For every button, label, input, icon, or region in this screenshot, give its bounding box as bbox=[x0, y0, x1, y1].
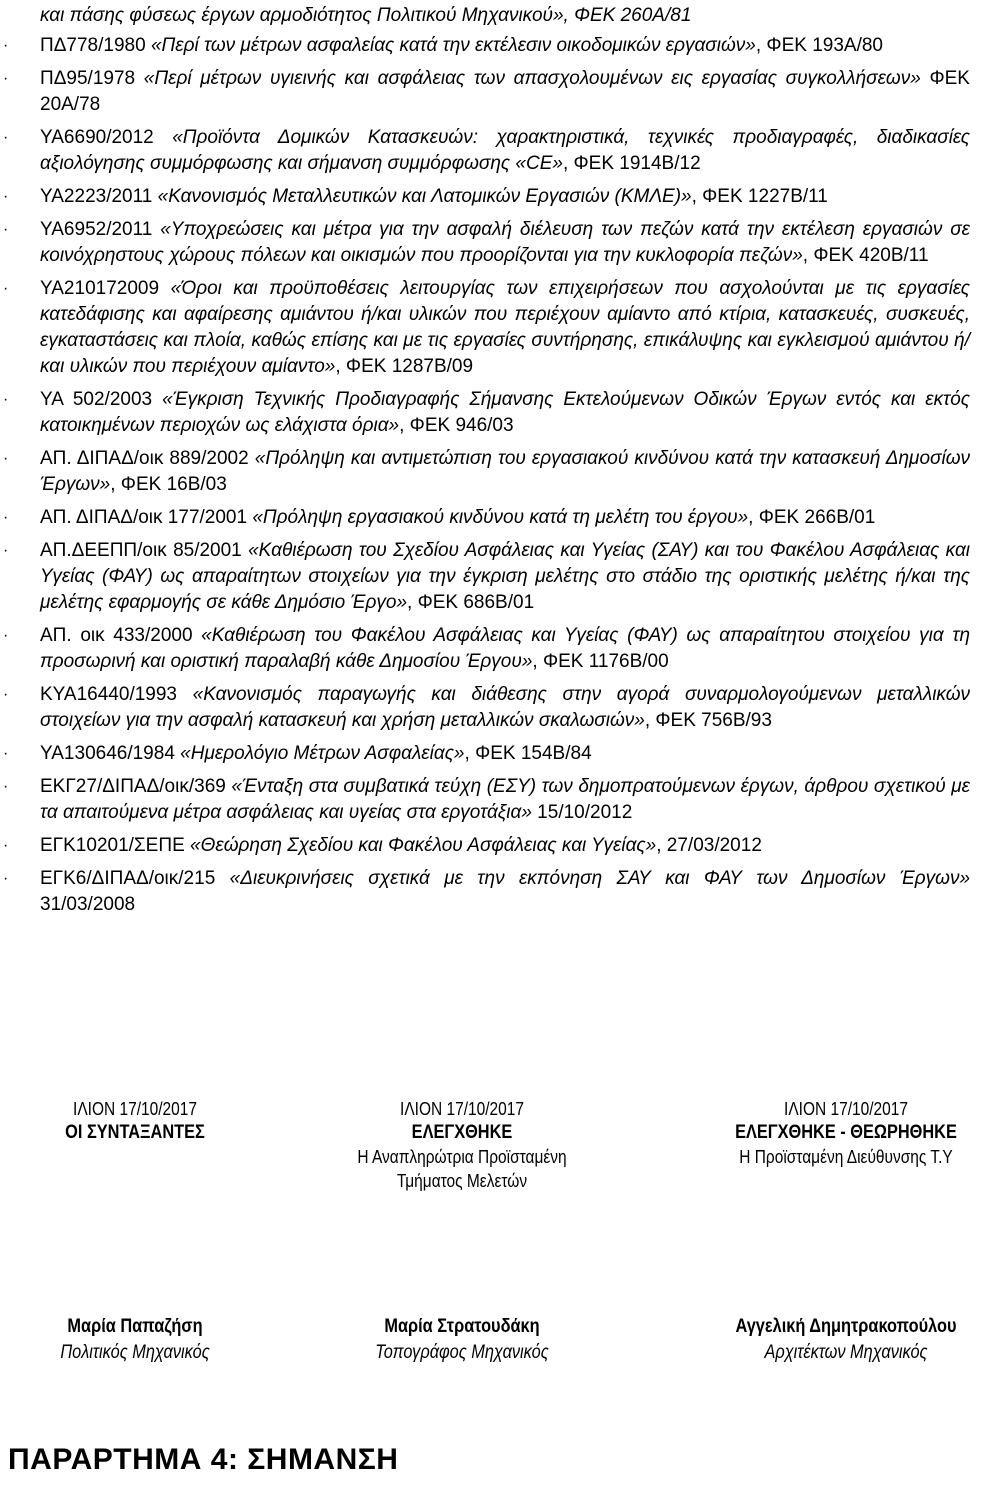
bullet-icon: · bbox=[3, 627, 9, 644]
signature-title-line: Τμήματος Μελετών bbox=[396, 1171, 528, 1191]
bullet-icon: · bbox=[3, 837, 9, 854]
reference-title: «Διευκρινήσεις σχετικά με την εκπόνηση ΣΑΥ και ΦΑΥ των Δημοσίων Έργων» bbox=[229, 868, 971, 889]
reference-title: «Προϊόντα Δομικών Κατασκευών: χαρακτηριστικά, τεχνικές προδιαγραφές, διαδικασίες αξιολόγησης συμμόρφωσης και σήμανση συμμόρφωσης «CE» bbox=[40, 127, 970, 174]
signer-authors bbox=[0, 1314, 273, 1366]
reference-title: «Πρόληψη και αντιμετώπιση του εργασιακού κινδύνου κατά την κατασκευή Δημοσίων Έργων» bbox=[40, 448, 970, 495]
bullet-icon: · bbox=[3, 188, 9, 205]
place-date: ΙΛΙΟΝ 17/10/2017 bbox=[73, 1099, 197, 1119]
bullet-icon: · bbox=[3, 542, 9, 559]
reference-id: ΠΔ95/1978 bbox=[40, 68, 136, 89]
list-item bbox=[0, 866, 970, 918]
reference-title: «Υποχρεώσεις και μέτρα για την ασφαλή διέλευση των πεζών κατά την εκτέλεση εργασιών σε κοινόχρηστους χώρους πόλεων και οικισμών που προορίζονται για την κυκλοφορία πεζών» bbox=[40, 219, 971, 266]
list-item bbox=[0, 33, 970, 59]
list-item bbox=[0, 774, 970, 826]
reference-title: «Ημερολόγιο Μέτρων Ασφαλείας» bbox=[180, 743, 465, 764]
signer-role: Τοπογράφος Μηχανικός bbox=[375, 1342, 549, 1363]
reference-gazette: ΦΕΚ 20Α/78 bbox=[40, 68, 970, 115]
bullet-icon: · bbox=[3, 391, 9, 408]
list-item bbox=[0, 538, 970, 616]
legislation-list bbox=[0, 33, 1004, 925]
reference-gazette: , ΦΕΚ 946/03 bbox=[399, 415, 514, 436]
signature-heading: ΕΛΕΓΧΘΗΚΕ bbox=[411, 1122, 513, 1143]
bullet-icon: · bbox=[3, 509, 9, 526]
intro-line: και πάσης φύσεως έργων αρμοδιότητος Πολιτικού Μηχανικού», ΦΕΚ 260Α/81 bbox=[40, 5, 692, 26]
reference-id: ΥΑ210172009 bbox=[40, 278, 160, 299]
reference-gazette: , ΦΕΚ 686Β/01 bbox=[407, 592, 535, 613]
reference-id: ΕΓΚ10201/ΣΕΠΕ bbox=[40, 835, 185, 856]
list-item bbox=[0, 276, 970, 380]
reference-gazette: , ΦΕΚ 16Β/03 bbox=[110, 474, 227, 495]
list-item bbox=[0, 387, 970, 439]
reference-title: «Έγκριση Τεχνικής Προδιαγραφής Σήμανσης Εκτελούμενων Οδικών Έργων εντός και εκτός κατοικημένων περιοχών ως ελάχιστα όρια» bbox=[40, 389, 970, 436]
signer-name: Μαρία Παπαζήση bbox=[67, 1316, 203, 1337]
appendix-heading: ΠΑΡΑΡΤΗΜΑ 4: ΣΗΜΑΝΣΗ bbox=[8, 1443, 399, 1476]
signature-column-approved bbox=[708, 1097, 983, 1169]
bullet-icon: · bbox=[3, 129, 9, 146]
bullet-icon: · bbox=[3, 70, 9, 87]
list-item bbox=[0, 66, 970, 118]
reference-id: ΕΚΓ27/ΔΙΠΑΔ/οικ/369 bbox=[40, 776, 226, 797]
reference-gazette: , ΦΕΚ 1227Β/11 bbox=[691, 186, 828, 207]
reference-title: «Καθιέρωση του Σχεδίου Ασφάλειας και Υγείας (ΣΑΥ) και του Φακέλου Ασφάλειας και Υγείας (ΦΑΥ) ως απαραίτητων στοιχείων για την έγκριση μελέτης στο στάδιο της οριστικής μελέτης ή/και της μελέτης εφαρμογής σε κάθε Δημόσιο Έργο» bbox=[40, 540, 971, 613]
bullet-icon: · bbox=[3, 221, 9, 238]
reference-id: ΑΠ. ΔΙΠΑΔ/οικ 177/2001 bbox=[40, 507, 248, 528]
reference-gazette: , ΦΕΚ 266Β/01 bbox=[748, 507, 876, 528]
reference-id: ΥΑ6952/2011 bbox=[40, 219, 153, 240]
signature-title-line: Η Προϊσταμένη Διεύθυνσης Τ.Υ bbox=[739, 1147, 953, 1167]
reference-gazette: 15/10/2012 bbox=[531, 802, 633, 823]
reference-title: «Κανονισμός Μεταλλευτικών και Λατομικών Εργασιών (ΚΜΛΕ)» bbox=[157, 186, 692, 207]
bullet-icon: · bbox=[3, 37, 9, 54]
bullet-icon: · bbox=[3, 745, 9, 762]
bullet-icon: · bbox=[3, 870, 9, 887]
reference-gazette: , ΦΕΚ 756Β/93 bbox=[644, 710, 772, 731]
reference-gazette: , ΦΕΚ 1176Β/00 bbox=[532, 651, 669, 672]
reference-gazette: , ΦΕΚ 1287Β/09 bbox=[335, 356, 474, 377]
reference-title: «Θεώρηση Σχεδίου και Φακέλου Ασφάλειας και Υγείας» bbox=[190, 835, 657, 856]
reference-title: «Περί μέτρων υγιεινής και ασφάλειας των απασχολουμένων εις εργασίας συγκολλήσεων» bbox=[143, 68, 921, 89]
reference-gazette: , 27/03/2012 bbox=[656, 835, 762, 856]
bullet-icon: · bbox=[3, 686, 9, 703]
signer-name: Μαρία Στρατουδάκη bbox=[384, 1316, 540, 1337]
reference-id: ΥΑ2223/2011 bbox=[40, 186, 153, 207]
list-item bbox=[0, 682, 970, 734]
list-item bbox=[0, 505, 970, 531]
reference-id: ΕΓΚ6/ΔΙΠΑΔ/οικ/215 bbox=[40, 868, 216, 889]
reference-gazette: , ΦΕΚ 1914Β/12 bbox=[562, 153, 701, 174]
reference-title: «Πρόληψη εργασιακού κινδύνου κατά τη μελέτη του έργου» bbox=[252, 507, 749, 528]
reference-id: ΥΑ130646/1984 bbox=[40, 743, 175, 764]
reference-title: «Ένταξη στα συμβατικά τεύχη (ΕΣΥ) των δημοπρατούμενων έργων, άρθρου σχετικού με τα απαιτούμενα μέτρα ασφάλειας και υγείας στα εργοτάξια» bbox=[40, 776, 970, 823]
reference-title: «Όροι και προϋποθέσεις λειτουργίας των επιχειρήσεων που ασχολούνται με τις εργασίες κατεδάφισης και αφαίρεσης αμιάντου ή/και υλικών που περιέχουν αμίαντο από κτίρια, κατασκευές, συσκευές, εγκαταστάσεις και πλοία, καθώς επίσης και με τις εργασίες συντήρησης, επικάλυψης και εγκλεισμού αμιάντου ή/και υλικών που περιέχουν αμίαντο» bbox=[40, 278, 970, 377]
signature-title-line: Η Αναπληρώτρια Προϊσταμένη bbox=[357, 1147, 567, 1167]
reference-gazette: , ΦΕΚ 193Α/80 bbox=[755, 35, 883, 56]
place-date: ΙΛΙΟΝ 17/10/2017 bbox=[784, 1099, 908, 1119]
reference-id: ΠΔ778/1980 bbox=[40, 35, 146, 56]
reference-id: ΥΑ6690/2012 bbox=[40, 127, 154, 148]
reference-gazette: , ΦΕΚ 420Β/11 bbox=[802, 245, 929, 266]
bullet-icon: · bbox=[3, 450, 9, 467]
reference-id: ΑΠ. οικ 433/2000 bbox=[40, 625, 193, 646]
signer-role: Πολιτικός Μηχανικός bbox=[60, 1342, 210, 1363]
reference-gazette: , ΦΕΚ 154Β/84 bbox=[464, 743, 592, 764]
signer-checked bbox=[324, 1314, 599, 1366]
reference-gazette: 31/03/2008 bbox=[40, 894, 136, 915]
list-item bbox=[0, 184, 970, 210]
list-item bbox=[0, 833, 970, 859]
signature-heading: ΕΛΕΓΧΘΗΚΕ - ΘΕΩΡΗΘΗΚΕ bbox=[735, 1122, 957, 1143]
place-date: ΙΛΙΟΝ 17/10/2017 bbox=[400, 1099, 524, 1119]
signature-column-checked bbox=[324, 1097, 599, 1193]
bullet-icon: · bbox=[3, 280, 9, 297]
reference-title: «Κανονισμός παραγωγής και διάθεσης στην αγορά συναρμολογούμενων μεταλλικών στοιχείων για την ασφαλή κατασκευή και χρήση μεταλλικών σκαλωσιών» bbox=[40, 684, 970, 731]
signature-column-authors bbox=[0, 1097, 273, 1145]
reference-id: ΚΥΑ16440/1993 bbox=[40, 684, 177, 705]
reference-id: ΑΠ.ΔΕΕΠΠ/οικ 85/2001 bbox=[40, 540, 242, 561]
signer-approved bbox=[708, 1314, 983, 1366]
list-item bbox=[0, 217, 970, 269]
list-item bbox=[0, 446, 970, 498]
reference-title: «Περί των μέτρων ασφαλείας κατά την εκτέλεσιν οικοδομικών εργασιών» bbox=[150, 35, 756, 56]
reference-id: ΥΑ 502/2003 bbox=[40, 389, 153, 410]
list-item bbox=[0, 623, 970, 675]
reference-id: ΑΠ. ΔΙΠΑΔ/οικ 889/2002 bbox=[40, 448, 249, 469]
signature-heading: ΟΙ ΣΥΝΤΑΞΑΝΤΕΣ bbox=[65, 1122, 205, 1143]
bullet-icon: · bbox=[3, 778, 9, 795]
list-item bbox=[0, 125, 970, 177]
signer-name: Αγγελική Δημητρακοπούλου bbox=[735, 1316, 957, 1337]
reference-title: «Καθιέρωση του Φακέλου Ασφάλειας και Υγείας (ΦΑΥ) ως απαραίτητου στοιχείου για τη προσωρινή και οριστική παραλαβή κάθε Δημοσίου Έργου» bbox=[40, 625, 970, 672]
signer-role: Αρχιτέκτων Μηχανικός bbox=[764, 1342, 928, 1363]
list-item bbox=[0, 741, 970, 767]
